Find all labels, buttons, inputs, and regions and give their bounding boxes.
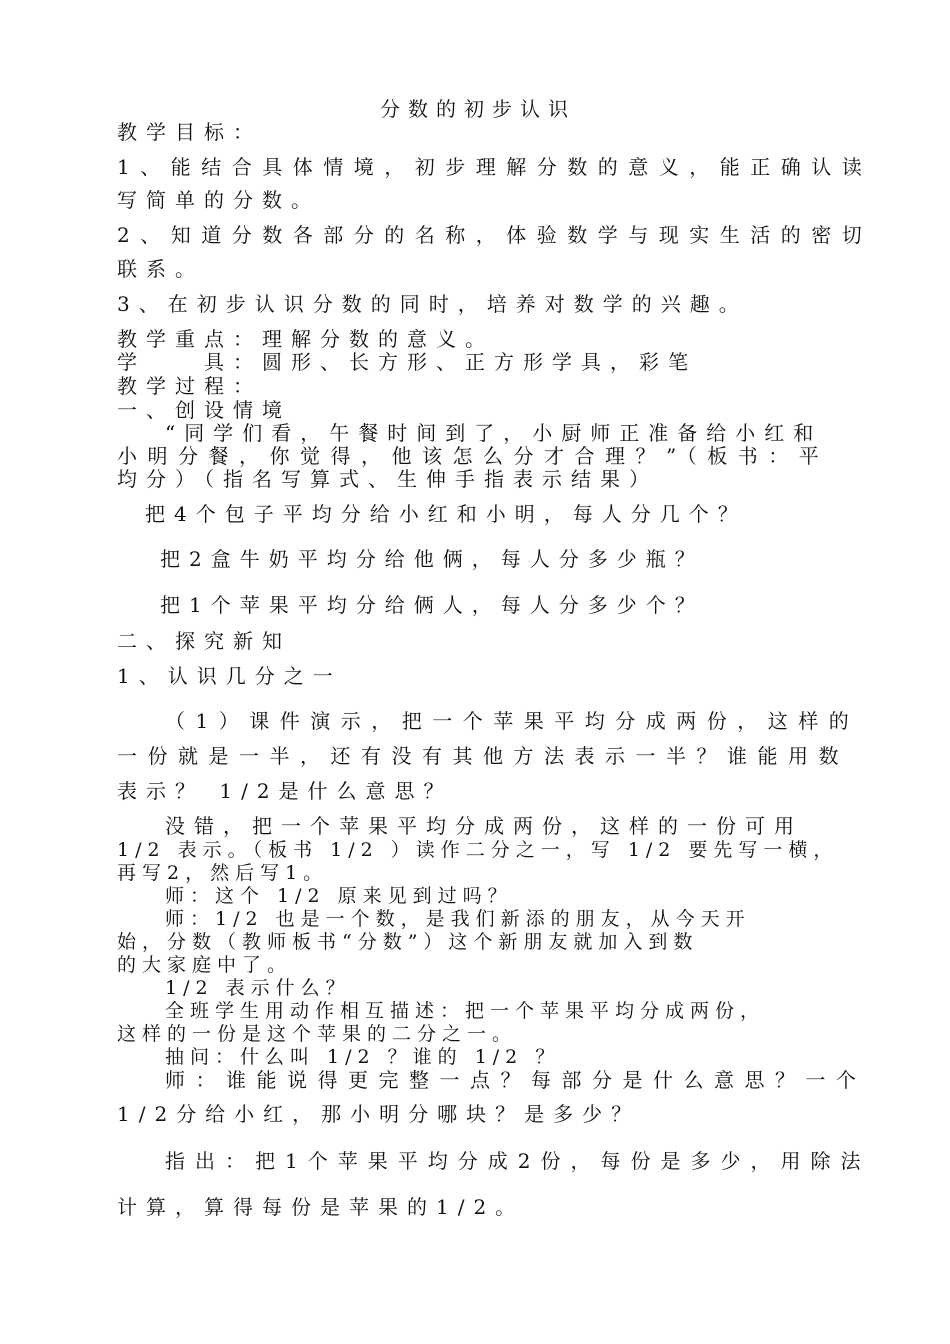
paragraph-line: 表示？ 1/2是什么意思？ (117, 779, 453, 803)
paragraph-line: 计算，算得每份是苹果的1/2。 (117, 1195, 525, 1219)
paragraph-line: 师：1/2 也是一个数，是我们新添的朋友，从今天开 (165, 908, 751, 930)
paragraph-line: 联系。 (117, 257, 204, 281)
paragraph-line: 一份就是一半，还有没有其他方法表示一半？谁能用数 (117, 744, 849, 768)
paragraph-line: 指出：把1个苹果平均分成2份，每份是多少，用除法 (165, 1149, 871, 1173)
paragraph-line: 1/2分给小红，那小明分哪块？是多少？ (117, 1102, 641, 1126)
subsection-heading: 1、认识几分之一 (117, 664, 342, 688)
paragraph-line: 均分）（指名写算式、生伸手指表示结果） (117, 467, 658, 491)
paragraph-line: 1/2 表示。（板书 1/2 ）读作二分之一，写 1/2 要先写一横， (117, 839, 839, 861)
paragraph-line: 1/2 表示什么？ (165, 977, 351, 999)
heading-key-point: 教学重点：理解分数的意义。 (117, 327, 494, 351)
paragraph-line: 全班学生用动作相互描述：把一个苹果平均分成两份， (165, 1000, 766, 1022)
paragraph-line: （1）课件演示，把一个苹果平均分成两份，这样的 (165, 709, 860, 733)
paragraph-line: 师：这个 1/2 原来见到过吗？ (165, 885, 513, 907)
paragraph-line: 把4个包子平均分给小红和小明，每人分几个？ (145, 502, 747, 526)
paragraph-line: 3、在初步认识分数的同时，培养对数学的兴趣。 (117, 292, 748, 316)
paragraph-line: 小明分餐，你觉得，他该怎么分才合理？”（板书：平 (117, 444, 830, 468)
paragraph-line: 把1个苹果平均分给俩人，每人分多少个？ (160, 593, 704, 617)
doc-title: 分数的初步认识 (380, 97, 576, 121)
heading-objectives: 教学目标： (117, 120, 262, 144)
heading-materials: 学 具：圆形、长方形、正方形学具，彩笔 (117, 350, 697, 374)
paragraph-line: 没错，把一个苹果平均分成两份，这样的一份可用 (165, 814, 803, 838)
paragraph-line: 写简单的分数。 (117, 188, 320, 212)
paragraph-line: 师：谁能说得更完整一点？每部分是什么意思？一个 (165, 1068, 867, 1092)
paragraph-line: “同学们看，午餐时间到了，小厨师正准备给小红和 (165, 421, 823, 445)
paragraph-line: 的大家庭中了。 (117, 954, 293, 976)
paragraph-line: 再写2，然后写1。 (117, 862, 329, 884)
paragraph-line: 1、能结合具体情境，初步理解分数的意义，能正确认读 (117, 155, 873, 179)
heading-process: 教学过程： (117, 374, 262, 398)
paragraph-line: 把2盒牛奶平均分给他俩，每人分多少瓶？ (160, 547, 704, 571)
paragraph-line: 抽问：什么叫 1/2 ？谁的 1/2 ？ (165, 1046, 561, 1068)
paragraph-line: 始，分数（教师板书“分数”）这个新朋友就加入到数 (117, 931, 699, 953)
section-heading: 一、创设情境 (117, 398, 291, 422)
paragraph-line: 2、知道分数各部分的名称，体验数学与现实生活的密切 (117, 223, 873, 247)
paragraph-line: 这样的一份是这个苹果的二分之一。 (117, 1023, 518, 1045)
section-heading: 二、探究新知 (117, 629, 291, 653)
